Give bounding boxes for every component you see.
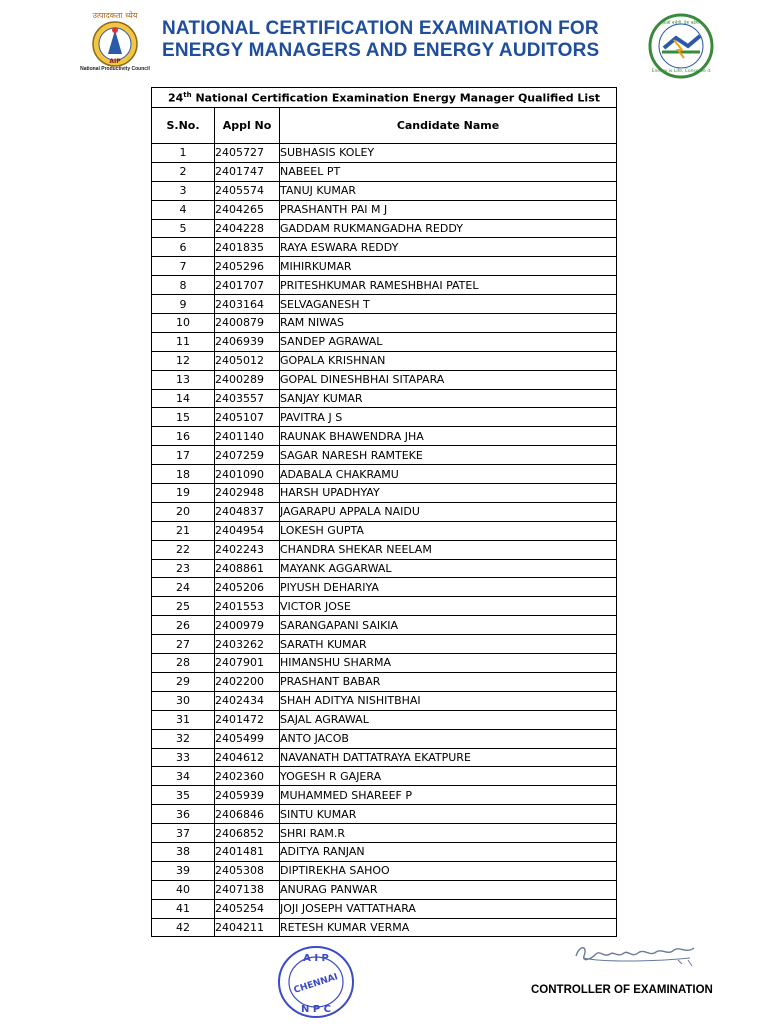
cell-sno: 12 [152, 351, 215, 370]
cell-candidate-name: SUBHASIS KOLEY [280, 144, 617, 163]
cell-sno: 26 [152, 616, 215, 635]
cell-candidate-name: DIPTIREKHA SAHOO [280, 861, 617, 880]
cell-appl-no: 2403164 [215, 295, 280, 314]
energy-emblem-text-bottom: Energy is Life, Conserve it [651, 69, 711, 74]
cell-appl-no: 2405574 [215, 181, 280, 200]
cell-candidate-name: GOPAL DINESHBHAI SITAPARA [280, 370, 617, 389]
cell-sno: 17 [152, 446, 215, 465]
energy-emblem-text-top: ऊर्जा बचेगी, देश बढ़ेगा [662, 21, 700, 26]
table-row [152, 635, 617, 654]
cell-appl-no: 2405254 [215, 899, 280, 918]
cell-sno: 2 [152, 162, 215, 181]
cell-candidate-name: CHANDRA SHEKAR NEELAM [280, 540, 617, 559]
cell-sno: 22 [152, 540, 215, 559]
cell-sno: 14 [152, 389, 215, 408]
cell-appl-no: 2405206 [215, 578, 280, 597]
table-row [152, 162, 617, 181]
table-row [152, 880, 617, 899]
cell-candidate-name: LOKESH GUPTA [280, 521, 617, 540]
cell-appl-no: 2407259 [215, 446, 280, 465]
table-caption-row [152, 88, 617, 108]
cell-appl-no: 2405107 [215, 408, 280, 427]
cell-appl-no: 2405727 [215, 144, 280, 163]
cell-appl-no: 2402200 [215, 672, 280, 691]
table-row [152, 332, 617, 351]
cell-candidate-name: HARSH UPADHYAY [280, 484, 617, 503]
cell-sno: 11 [152, 332, 215, 351]
cell-sno: 38 [152, 842, 215, 861]
cell-candidate-name: SARANGAPANI SAIKIA [280, 616, 617, 635]
table-row [152, 484, 617, 503]
cell-candidate-name: MIHIRKUMAR [280, 257, 617, 276]
table-row [152, 805, 617, 824]
cell-sno: 33 [152, 748, 215, 767]
table-row [152, 465, 617, 484]
cell-appl-no: 2407138 [215, 880, 280, 899]
table-row [152, 616, 617, 635]
table-row [152, 824, 617, 843]
cell-candidate-name: NAVANATH DATTATRAYA EKATPURE [280, 748, 617, 767]
cell-sno: 8 [152, 276, 215, 295]
cell-appl-no: 2401140 [215, 427, 280, 446]
table-caption [152, 88, 617, 108]
cell-sno: 21 [152, 521, 215, 540]
cell-sno: 3 [152, 181, 215, 200]
caption-sup: th [183, 90, 192, 99]
table-row [152, 899, 617, 918]
cell-candidate-name: RETESH KUMAR VERMA [280, 918, 617, 937]
cell-appl-no: 2405939 [215, 786, 280, 805]
cell-candidate-name: PIYUSH DEHARIYA [280, 578, 617, 597]
cell-candidate-name: SELVAGANESH T [280, 295, 617, 314]
cell-appl-no: 2401747 [215, 162, 280, 181]
cell-appl-no: 2401472 [215, 710, 280, 729]
table-row [152, 502, 617, 521]
column-header-candidate-name: Candidate Name [280, 108, 617, 144]
cell-sno: 24 [152, 578, 215, 597]
cell-candidate-name: VICTOR JOSE [280, 597, 617, 616]
title-line-2: ENERGY MANAGERS AND ENERGY AUDITORS [162, 40, 600, 61]
cell-appl-no: 2404265 [215, 200, 280, 219]
table-row [152, 842, 617, 861]
cell-appl-no: 2406846 [215, 805, 280, 824]
cell-appl-no: 2404837 [215, 502, 280, 521]
cell-appl-no: 2405296 [215, 257, 280, 276]
cell-sno: 34 [152, 767, 215, 786]
cell-appl-no: 2404228 [215, 219, 280, 238]
cell-sno: 35 [152, 786, 215, 805]
cell-appl-no: 2400879 [215, 314, 280, 333]
cell-sno: 39 [152, 861, 215, 880]
cell-appl-no: 2403262 [215, 635, 280, 654]
cell-appl-no: 2406939 [215, 332, 280, 351]
cell-appl-no: 2405308 [215, 861, 280, 880]
cell-appl-no: 2400289 [215, 370, 280, 389]
cell-appl-no: 2402948 [215, 484, 280, 503]
cell-sno: 36 [152, 805, 215, 824]
cell-sno: 4 [152, 200, 215, 219]
cell-appl-no: 2408861 [215, 559, 280, 578]
column-header-sno: S.No. [152, 108, 215, 144]
table-row [152, 408, 617, 427]
cell-appl-no: 2402243 [215, 540, 280, 559]
cell-sno: 6 [152, 238, 215, 257]
title-line-1: NATIONAL CERTIFICATION EXAMINATION FOR [162, 18, 599, 39]
cell-candidate-name: ANURAG PANWAR [280, 880, 617, 899]
table-row [152, 540, 617, 559]
table-row [152, 389, 617, 408]
npc-caption: National Productivity Council [80, 66, 150, 72]
cell-appl-no: 2406852 [215, 824, 280, 843]
cell-candidate-name: SHAH ADITYA NISHITBHAI [280, 691, 617, 710]
cell-sno: 25 [152, 597, 215, 616]
table-row [152, 351, 617, 370]
table-row [152, 219, 617, 238]
document-header [0, 0, 768, 84]
cell-sno: 30 [152, 691, 215, 710]
npc-emblem-text: AIP [109, 58, 121, 65]
cell-sno: 9 [152, 295, 215, 314]
cell-candidate-name: ADABALA CHAKRAMU [280, 465, 617, 484]
table-row [152, 238, 617, 257]
table-body [152, 144, 617, 937]
table-row [152, 144, 617, 163]
cell-sno: 1 [152, 144, 215, 163]
table-row [152, 446, 617, 465]
table-row [152, 200, 617, 219]
cell-candidate-name: RAM NIWAS [280, 314, 617, 333]
table-row [152, 578, 617, 597]
table-row [152, 597, 617, 616]
cell-sno: 28 [152, 654, 215, 673]
table-row [152, 691, 617, 710]
cell-candidate-name: JAGARAPU APPALA NAIDU [280, 502, 617, 521]
cell-candidate-name: PRITESHKUMAR RAMESHBHAI PATEL [280, 276, 617, 295]
cell-sno: 37 [152, 824, 215, 843]
table-row [152, 710, 617, 729]
stamp-top-text: A I P [303, 953, 329, 964]
stamp-bottom-text: N P C [301, 1004, 331, 1015]
cell-appl-no: 2401835 [215, 238, 280, 257]
cell-sno: 19 [152, 484, 215, 503]
cell-candidate-name: SANDEP AGRAWAL [280, 332, 617, 351]
qualified-list-table [151, 87, 617, 937]
table-row [152, 748, 617, 767]
table-row [152, 427, 617, 446]
column-header-appl-no: Appl No [215, 108, 280, 144]
cell-appl-no: 2402434 [215, 691, 280, 710]
cell-candidate-name: SHRI RAM.R [280, 824, 617, 843]
energy-emblem-icon [644, 12, 718, 80]
cell-sno: 7 [152, 257, 215, 276]
cell-sno: 23 [152, 559, 215, 578]
cell-candidate-name: SARATH KUMAR [280, 635, 617, 654]
cell-candidate-name: ANTO JACOB [280, 729, 617, 748]
cell-candidate-name: MUHAMMED SHAREEF P [280, 786, 617, 805]
cell-candidate-name: YOGESH R GAJERA [280, 767, 617, 786]
cell-sno: 32 [152, 729, 215, 748]
cell-appl-no: 2405499 [215, 729, 280, 748]
cell-appl-no: 2404612 [215, 748, 280, 767]
cell-sno: 13 [152, 370, 215, 389]
cell-candidate-name: GADDAM RUKMANGADHA REDDY [280, 219, 617, 238]
cell-appl-no: 2407901 [215, 654, 280, 673]
cell-candidate-name: MAYANK AGGARWAL [280, 559, 617, 578]
cell-appl-no: 2401553 [215, 597, 280, 616]
cell-candidate-name: PRASHANT BABAR [280, 672, 617, 691]
cell-appl-no: 2404954 [215, 521, 280, 540]
cell-appl-no: 2404211 [215, 918, 280, 937]
cell-candidate-name: RAUNAK BHAWENDRA JHA [280, 427, 617, 446]
cell-candidate-name: SAJAL AGRAWAL [280, 710, 617, 729]
cell-candidate-name: TANUJ KUMAR [280, 181, 617, 200]
cell-candidate-name: ADITYA RANJAN [280, 842, 617, 861]
table-row [152, 295, 617, 314]
table-row [152, 786, 617, 805]
cell-sno: 42 [152, 918, 215, 937]
table-row [152, 370, 617, 389]
cell-appl-no: 2400979 [215, 616, 280, 635]
table-row [152, 918, 617, 937]
cell-candidate-name: RAYA ESWARA REDDY [280, 238, 617, 257]
cell-sno: 15 [152, 408, 215, 427]
table-row [152, 729, 617, 748]
cell-sno: 10 [152, 314, 215, 333]
cell-sno: 18 [152, 465, 215, 484]
cell-candidate-name: NABEEL PT [280, 162, 617, 181]
cell-sno: 29 [152, 672, 215, 691]
cell-candidate-name: SINTU KUMAR [280, 805, 617, 824]
table-row [152, 559, 617, 578]
cell-sno: 40 [152, 880, 215, 899]
cell-sno: 27 [152, 635, 215, 654]
cell-candidate-name: PRASHANTH PAI M J [280, 200, 617, 219]
cell-candidate-name: PAVITRA J S [280, 408, 617, 427]
cell-sno: 31 [152, 710, 215, 729]
cell-candidate-name: GOPALA KRISHNAN [280, 351, 617, 370]
page-title [162, 18, 640, 62]
cell-sno: 20 [152, 502, 215, 521]
controller-of-examination-label: CONTROLLER OF EXAMINATION [531, 984, 713, 996]
table-row [152, 654, 617, 673]
cell-candidate-name: SAGAR NARESH RAMTEKE [280, 446, 617, 465]
cell-appl-no: 2401090 [215, 465, 280, 484]
table-header-row [152, 108, 617, 144]
table-row [152, 767, 617, 786]
cell-appl-no: 2402360 [215, 767, 280, 786]
cell-appl-no: 2405012 [215, 351, 280, 370]
table-row [152, 521, 617, 540]
table-row [152, 861, 617, 880]
table-row [152, 257, 617, 276]
cell-sno: 5 [152, 219, 215, 238]
cell-candidate-name: JOJI JOSEPH VATTATHARA [280, 899, 617, 918]
npc-hindi-motto: उत्पादकता ध्येय [92, 11, 138, 20]
npc-chennai-stamp-icon [276, 944, 356, 1020]
cell-appl-no: 2401707 [215, 276, 280, 295]
table-row [152, 276, 617, 295]
caption-number: 24 [167, 91, 184, 105]
cell-appl-no: 2401481 [215, 842, 280, 861]
table-row [152, 181, 617, 200]
cell-sno: 16 [152, 427, 215, 446]
caption-text: National Certification Examination Energy Manager Qualified List [191, 91, 600, 105]
signature-icon [570, 938, 702, 972]
stamp-middle-text: CHENNAI [292, 972, 340, 996]
cell-candidate-name: HIMANSHU SHARMA [280, 654, 617, 673]
table-row [152, 672, 617, 691]
table-row [152, 314, 617, 333]
cell-candidate-name: SANJAY KUMAR [280, 389, 617, 408]
cell-sno: 41 [152, 899, 215, 918]
cell-appl-no: 2403557 [215, 389, 280, 408]
